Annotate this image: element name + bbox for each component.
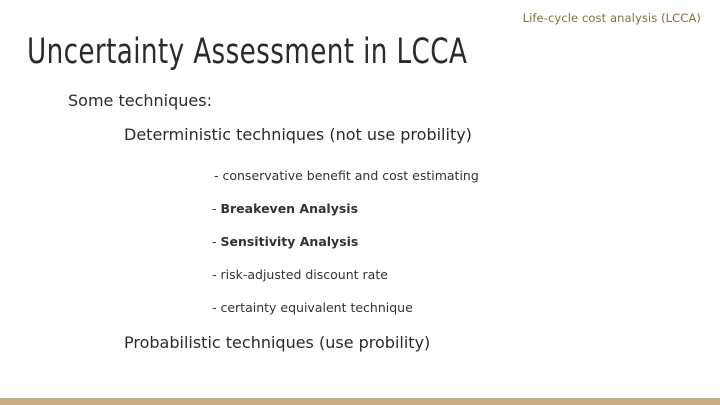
deterministic-item <box>212 201 358 216</box>
deterministic-item <box>212 234 358 249</box>
probabilistic-heading: Probabilistic techniques (use probility) <box>124 333 431 352</box>
item-text: Breakeven Analysis <box>220 201 359 216</box>
bullet-dash: - <box>212 201 221 216</box>
bullet-dash: - <box>214 168 223 183</box>
bullet-dash: - <box>212 300 221 315</box>
slide-title: Uncertainty Assessment in LCCA <box>27 32 468 72</box>
item-text: certainty equivalent technique <box>220 300 413 315</box>
deterministic-item <box>212 267 388 282</box>
deterministic-item <box>212 300 413 315</box>
deterministic-item <box>214 168 479 183</box>
deterministic-heading: Deterministic techniques (not use probility) <box>124 125 472 144</box>
bullet-dash: - <box>212 267 221 282</box>
item-text: conservative benefit and cost estimating <box>222 168 479 183</box>
item-text: risk-adjusted discount rate <box>220 267 388 282</box>
item-text: Sensitivity Analysis <box>220 234 359 249</box>
bullet-dash: - <box>212 234 221 249</box>
footer-accent-bar <box>0 398 720 405</box>
intro-text: Some techniques: <box>68 91 212 110</box>
header-subject: Life-cycle cost analysis (LCCA) <box>522 11 701 25</box>
